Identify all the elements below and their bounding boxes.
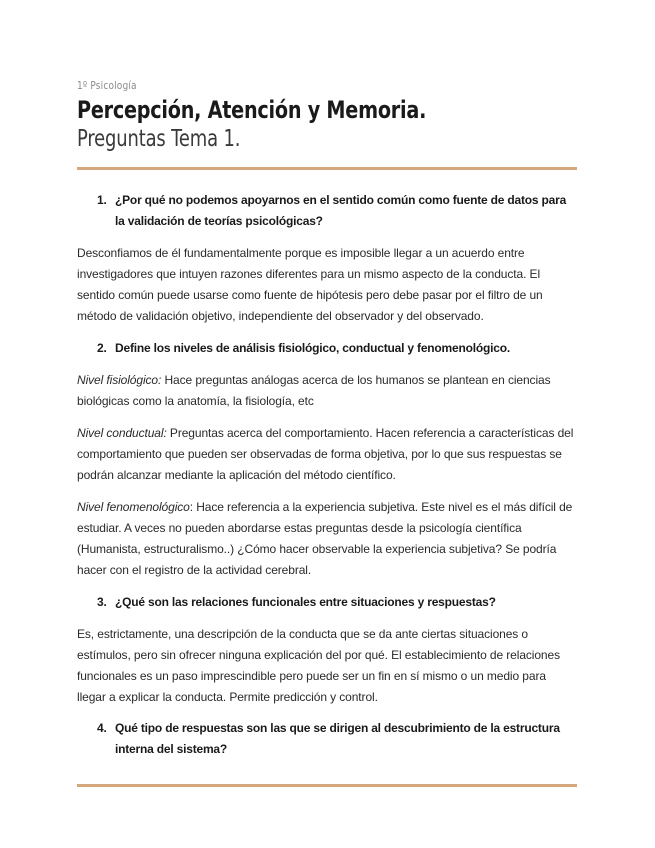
level-phenomenological-text: : Hace referencia a la experiencia subjetiva. Este nivel es el más difícil de estudiar. A veces no pueden abordarse estas preguntas desde la psicología científica (Humanista, estructuralismo..) ¿Cómo hacer observable la experiencia subjetiva? Se podría hacer con el registro de la actividad cerebral. <box>77 500 573 577</box>
course-label: 1º Psicología <box>77 79 137 92</box>
question-1-text: ¿Por qué no podemos apoyarnos en el sentido común como fuente de datos para la validación de teorías psicológicas? <box>115 193 567 228</box>
level-physiological-label: Nivel fisiológico: <box>77 373 162 387</box>
page-title: Percepción, Atención y Memoria. <box>77 96 427 124</box>
question-4 <box>97 718 567 760</box>
question-1-number: 1. <box>97 193 107 207</box>
level-physiological-text: Hace preguntas análogas acerca de los humanos se plantean en ciencias biológicas como la anatomía, la fisiología, etc <box>77 373 551 408</box>
question-2 <box>97 338 567 359</box>
level-behavioral-text: Preguntas acerca del comportamiento. Hacen referencia a características del comportamiento que pueden ser observadas de forma objetiva, por lo que sus respuestas se podrán alcanzar mediante la aplicación del método científico. <box>77 426 574 482</box>
answer-2-level-phenomenological <box>77 497 577 581</box>
question-2-text: Define los niveles de análisis fisiológico, conductual y fenomenológico. <box>115 341 511 355</box>
question-2-number: 2. <box>97 341 107 355</box>
page-subtitle: Preguntas Tema 1. <box>77 126 241 152</box>
footer-divider <box>77 784 577 787</box>
question-4-text: Qué tipo de respuestas son las que se dirigen al descubrimiento de la estructura interna del sistema? <box>115 721 560 756</box>
level-phenomenological-label: Nivel fenomenológico <box>77 500 190 514</box>
question-3-number: 3. <box>97 595 107 609</box>
question-1 <box>97 190 567 232</box>
answer-2-level-physiological <box>77 370 577 412</box>
answer-1: Desconfiamos de él fundamentalmente porque es imposible llegar a un acuerdo entre investigadores que intuyen razones diferentes para un mismo aspecto de la conducta. El sentido común puede usarse como fuente de hipótesis pero debe pasar por el filtro de un método de validación objetivo, independiente del observador y del observado. <box>77 246 543 323</box>
level-behavioral-label: Nivel conductual: <box>77 426 167 440</box>
question-3-text: ¿Qué son las relaciones funcionales entre situaciones y respuestas? <box>115 595 496 609</box>
question-3 <box>97 592 567 613</box>
answer-3: Es, estrictamente, una descripción de la conducta que se da ante ciertas situaciones o estímulos, pero sin ofrecer ninguna explicación del por qué. El establecimiento de relaciones funcionales es un paso imprescindible pero puede ser un fin en sí mismo o un medio para llegar a explicar la conducta. Permite predicción y control. <box>77 627 560 704</box>
question-4-number: 4. <box>97 721 107 735</box>
document-page <box>77 0 577 848</box>
header-divider <box>77 167 577 170</box>
answer-2-level-behavioral <box>77 423 577 486</box>
